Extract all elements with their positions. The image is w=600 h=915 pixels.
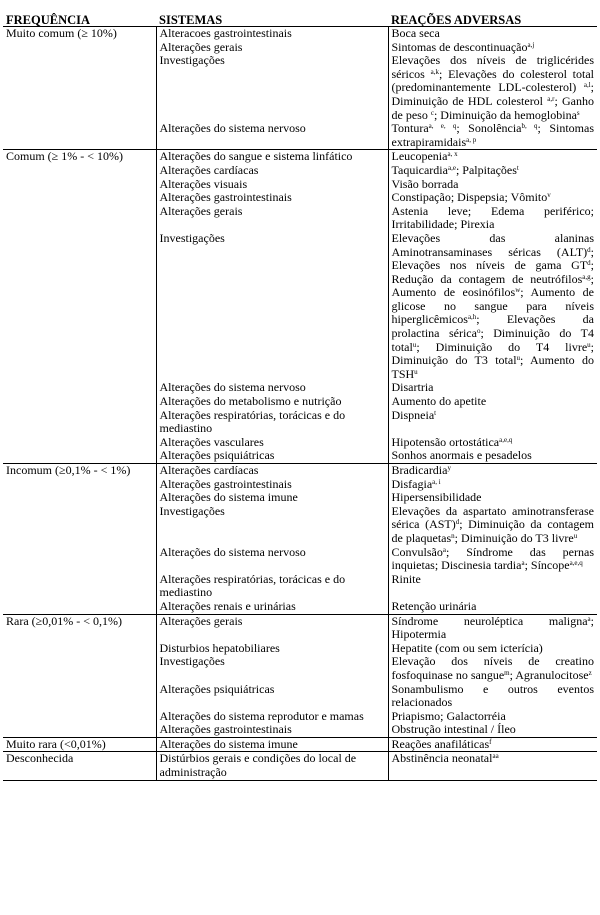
system-cell: Alterações respiratórias, torácicas e do mediastino xyxy=(156,409,388,436)
system-cell: Alterações gastrointestinais xyxy=(156,723,388,737)
frequency-cell: Rara (≥0,01% - < 0,1%) xyxy=(3,614,156,737)
system-cell: Alterações do sistema nervoso xyxy=(156,122,388,150)
table-row xyxy=(3,27,597,41)
frequency-cell: Incomum (≥0,1% - < 1%) xyxy=(3,464,156,615)
system-cell: Investigações xyxy=(156,232,388,382)
reaction-cell: Reações anafiláticas$^f$ xyxy=(388,737,597,752)
reaction-cell: Sintomas de descontinuação$^{a,j}$ xyxy=(391,39,535,54)
system-cell: Alterações vasculares xyxy=(156,436,388,450)
reaction-cell: Elevações dos níveis de triglicérides séricos $^{a,k}$; Elevações do colesterol total (predominantemente LDL-colesterol) $^{a,l}$; Diminuição de HDL colesterol $^{a,r}$; Ganho de peso $^c$; Diminuição da hemoglobina$^s$ xyxy=(391,53,595,122)
reaction-cell: Bradicardia$^y$ xyxy=(388,464,597,478)
system-cell: Alterações do sistema imune xyxy=(156,737,388,752)
system-cell: Alterações do sistema reprodutor e mamas xyxy=(156,710,388,724)
header-row xyxy=(3,14,597,27)
frequency-cell: Muito rara (<0,01%) xyxy=(3,737,156,752)
system-cell: Investigações xyxy=(156,655,388,682)
reaction-cell: Síndrome neuroléptica maligna$^a$; Hipotermia xyxy=(388,614,597,642)
reaction-cell: Tontura$^{a, e, q}$; Sonolência$^{b, q}$; Sintomas extrapiramidais$^{a, p}$ xyxy=(391,121,595,149)
reaction-cell: Convulsão$^a$; Síndrome das pernas inquietas; Discinesia tardia$^a$; Síncope$^{a,e,q}$ xyxy=(391,544,594,573)
frequency-cell: Comum (≥ 1% - < 10%) xyxy=(3,150,156,464)
reaction-cell: Hipotensão ortostática$^{a,e,q}$ xyxy=(391,434,513,449)
system-cell: Alterações do sistema imune xyxy=(156,491,388,505)
system-cell: Alterações do sistema nervoso xyxy=(156,381,388,395)
system-cell: Alterações gastrointestinais xyxy=(156,478,388,492)
system-cell: Alterações do sangue e sistema linfático xyxy=(156,150,388,164)
reaction-cell: Rinite xyxy=(391,571,421,586)
system-cell: Alterações gerais xyxy=(156,614,388,642)
table-row xyxy=(3,150,597,164)
system-cell: Alterações renais e urinárias xyxy=(156,600,388,614)
system-cell: Alterações gerais xyxy=(156,41,388,55)
system-cell: Alterações respiratórias, torácicas e do mediastino xyxy=(156,573,388,600)
reaction-cell: Hepatite (com ou sem icterícia) xyxy=(391,640,543,655)
header-reactions: REAÇÕES ADVERSAS xyxy=(388,14,597,27)
reaction-cell: Elevação dos níveis de creatino fosfoquinase no sangue$^m$; Agranulocitose$^z$ xyxy=(391,654,594,682)
table-row xyxy=(3,464,597,478)
system-cell: Distúrbios gerais e condições do local de administração xyxy=(156,752,388,780)
system-cell: Alterações psiquiátricas xyxy=(156,683,388,710)
reaction-cell: Astenia leve; Edema periférico; Irritabilidade; Pirexia xyxy=(391,203,594,232)
reaction-cell: Elevações da aspartato aminotransferase sérica (AST)$^d$; Diminuição da contagem de plaquetas$^n$; Diminuição do T3 livre$^u$ xyxy=(391,503,595,545)
reaction-cell: Retenção urinária xyxy=(391,598,477,613)
reaction-cell: Boca seca xyxy=(388,27,597,41)
system-cell: Investigações xyxy=(156,505,388,546)
header-frequency: FREQUÊNCIA xyxy=(3,14,156,27)
system-cell: Alterações do sistema nervoso xyxy=(156,546,388,573)
system-cell: Alterações cardíacas xyxy=(156,464,388,478)
reaction-cell: Hipersensibilidade xyxy=(391,490,482,505)
system-cell: Alterações gastrointestinais xyxy=(156,191,388,205)
header-systems: SISTEMAS xyxy=(156,14,388,27)
reaction-cell: Dispneia$^t$ xyxy=(391,407,437,422)
system-cell: Alterações gerais xyxy=(156,205,388,232)
reaction-cell: Disartria xyxy=(391,380,434,395)
adverse-reactions-table xyxy=(3,14,597,781)
reaction-cell: Abstinência neonatal$^{aa}$ xyxy=(388,752,597,780)
reaction-cell: Leucopenia$^{a, x}$ xyxy=(388,150,597,164)
system-cell: Alterações visuais xyxy=(156,178,388,192)
reaction-cell: Constipação; Dispepsia; Vômito$^v$ xyxy=(391,190,551,205)
reaction-cell: Obstrução intestinal / Íleo xyxy=(391,722,516,737)
reaction-cell: Taquicardia$^{a,e}$; Palpitações$^t$ xyxy=(391,162,519,177)
system-cell: Alteracoes gastrointestinais xyxy=(156,27,388,41)
reaction-cell: Disfagia$^{a, i}$ xyxy=(391,476,441,491)
table-row xyxy=(3,737,597,752)
system-cell: Alterações do metabolismo e nutrição xyxy=(156,395,388,409)
system-cell: Alterações cardíacas xyxy=(156,164,388,178)
frequency-cell: Muito comum (≥ 10%) xyxy=(3,27,156,150)
system-cell: Alterações psiquiátricas xyxy=(156,449,388,463)
reaction-cell: Elevações das alaninas Aminotransaminases séricas (ALT)$^d$; Elevações nos níveis de gama $GT^d$; Redução da contagem de neutrófilos$^{a,g}$; Aumento de eosinófilos$^w$; Aumento de glicose no sangue para níveis hiperglicêmicos$^{a,h}$; Elevações da prolactina sérica$^o$; Diminuição do T4 total$^u$; Diminuição do T4 livre$^u$; Diminuição do T3 total$^u$; Aumento do TSH$^u$ xyxy=(391,230,594,381)
reaction-cell: Aumento do apetite xyxy=(391,394,487,409)
reaction-cell: Sonambulismo e outros eventos relacionados xyxy=(391,681,594,710)
reaction-cell: Sonhos anormais e pesadelos xyxy=(391,448,532,463)
table-row xyxy=(3,614,597,642)
system-cell: Investigações xyxy=(156,54,388,122)
table-row xyxy=(3,752,597,780)
reaction-cell: Visão borrada xyxy=(391,176,459,191)
system-cell: Disturbios hepatobiliares xyxy=(156,642,388,656)
frequency-cell: Desconhecida xyxy=(3,752,156,780)
table-body xyxy=(3,27,597,781)
reaction-cell: Priapismo; Galactorréia xyxy=(391,708,506,723)
